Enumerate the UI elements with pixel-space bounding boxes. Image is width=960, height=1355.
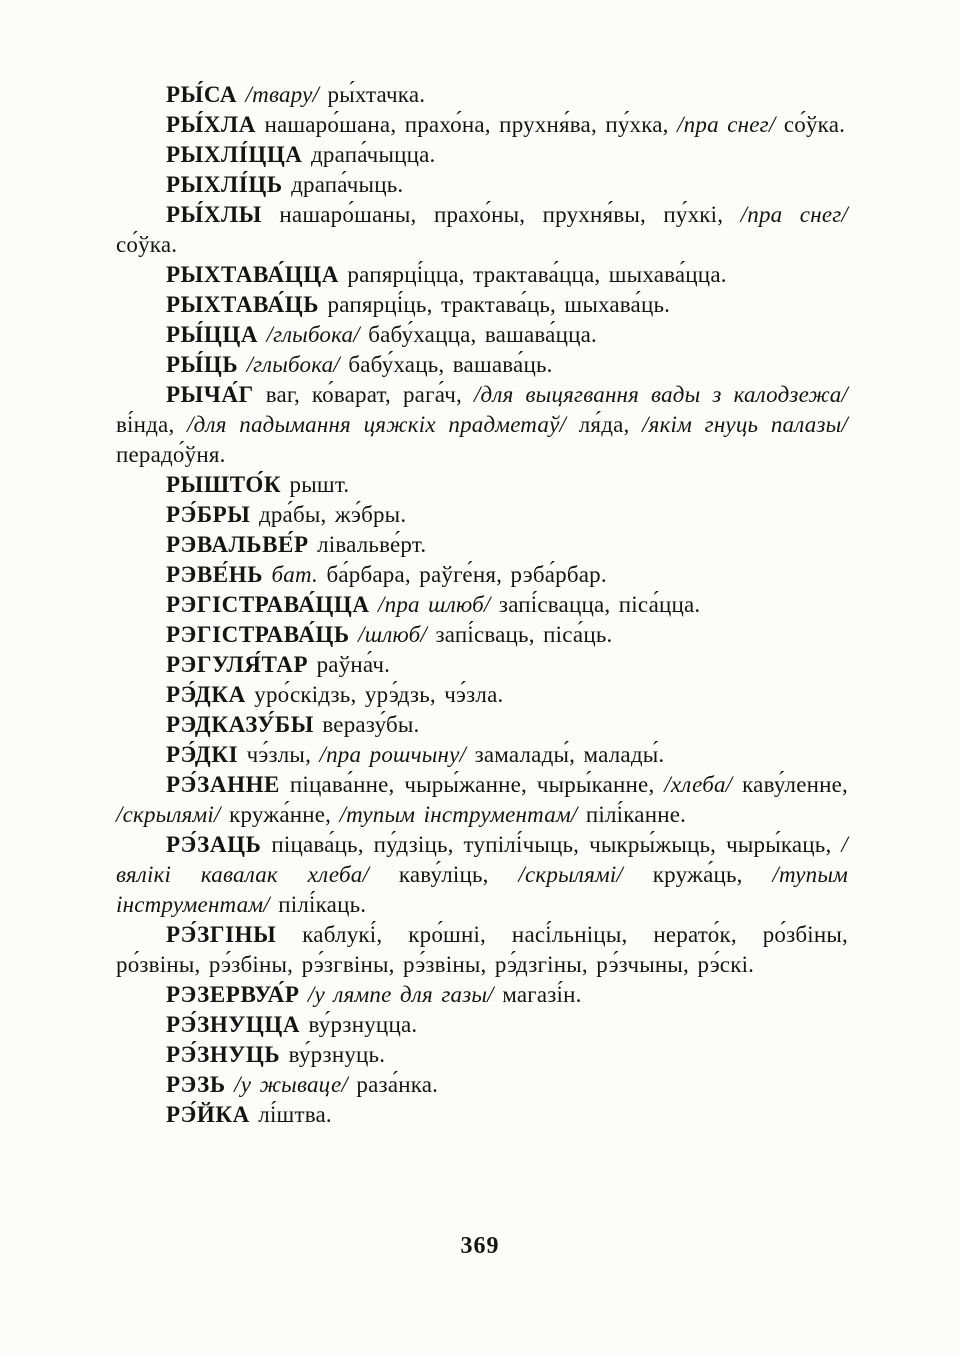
usage-note: /тупым інструментам/ — [116, 862, 848, 917]
headword: РЭ́ЙКА — [166, 1102, 250, 1127]
usage-note: /пра снег/ — [668, 112, 776, 137]
usage-note: /скрылямі/ — [116, 802, 221, 827]
synonyms: запі́сваць, піса́ць. — [427, 622, 613, 647]
synonyms: піцава́нне, чыры́жанне, чыры́канне, — [280, 772, 655, 797]
dictionary-entry — [116, 170, 848, 200]
synonyms: нашаро́шана, прахо́на, прухня́ва, пу́хка, — [256, 112, 669, 137]
synonyms: запі́свацца, піса́цца. — [490, 592, 701, 617]
headword: РЭ́ЗНУЦЦА — [166, 1012, 301, 1037]
synonyms: ля́да, — [566, 412, 630, 437]
synonyms: замалады́, малады́. — [466, 742, 665, 767]
usage-note: /глыбока/ — [258, 322, 360, 347]
synonyms: со́ўка. — [116, 232, 178, 257]
usage-note: /якім гнуць палазы/ — [629, 412, 848, 437]
synonyms: веразу́бы. — [313, 712, 420, 737]
headword: РЫ́ЦЦА — [166, 322, 259, 347]
synonyms: каблукі́, кро́шні, насі́льніцы, нерато́к, ро́збіны, ро́звіны, рэ́збіны, рэ́згвіны, рэ́звіны, рэ́дзгіны, рэ́зчыны, рэ́скі. — [116, 922, 848, 977]
synonyms: магазі́н. — [493, 982, 582, 1007]
headword: РЫ́ХЛА — [166, 112, 256, 137]
headword: РЭ́ДКА — [166, 682, 246, 707]
synonyms: со́ўка. — [775, 112, 846, 137]
usage-note: /пра шлюб/ — [369, 592, 491, 617]
synonyms: драпа́чыць. — [282, 172, 404, 197]
synonyms: ві́нда, — [116, 412, 175, 437]
dictionary-entry — [116, 80, 848, 110]
dictionary-entry — [116, 560, 848, 590]
headword: РЭГІСТРАВА́ЦЦА — [166, 592, 370, 617]
dictionary-entry — [116, 110, 848, 140]
headword: РЫШТО́К — [166, 472, 282, 497]
headword: РЭГУЛЯ́ТАР — [166, 652, 309, 677]
dictionary-entry — [116, 590, 848, 620]
synonyms: піцава́ць, пу́дзіць, тупілі́чыць, чыкры́жыць, чыры́каць, — [261, 832, 832, 857]
dictionary-entry — [116, 1100, 848, 1130]
usage-note: /твару/ — [237, 82, 320, 107]
dictionary-entry — [116, 710, 848, 740]
dictionary-entry — [116, 920, 848, 980]
headword: РЭВАЛЬВЕ́Р — [166, 532, 309, 557]
usage-note: /глыбока/ — [238, 352, 340, 377]
synonyms: кружа́ць, — [623, 862, 743, 887]
dictionary-entry — [116, 830, 848, 920]
dictionary-entry — [116, 740, 848, 770]
synonyms: ба́рбара, раўге́ня, рэба́рбар. — [318, 562, 607, 587]
page-number: 369 — [460, 1233, 500, 1259]
usage-note: /скрылямі/ — [488, 862, 624, 887]
synonyms: бабу́хаць, вашава́ць. — [339, 352, 553, 377]
headword: РЫЧА́Г — [166, 382, 254, 407]
headword: РЭ́ЗАЦЬ — [166, 832, 262, 857]
headword: РЫ́ХЛЫ — [166, 202, 262, 227]
usage-note: /для выцягвання вады з калодзежа/ — [461, 382, 848, 407]
usage-note: /у жываце/ — [225, 1072, 348, 1097]
synonyms: пілі́канне. — [577, 802, 687, 827]
synonyms: каву́ленне, — [732, 772, 848, 797]
headword: РЫ́СА — [166, 82, 238, 107]
synonyms: ву́рзнуцца. — [300, 1012, 418, 1037]
dictionary-entry — [116, 1040, 848, 1070]
headword: РЭВЕ́НЬ — [166, 562, 264, 587]
synonyms: уро́скідзь, урэ́дзь, чэ́зла. — [245, 682, 504, 707]
dictionary-entry — [116, 290, 848, 320]
usage-note: /для падымання цяжкіх прадметаў/ — [174, 412, 567, 437]
dictionary-entry — [116, 980, 848, 1010]
synonyms: дра́бы, жэ́бры. — [250, 502, 407, 527]
synonyms: драпа́чыцца. — [302, 142, 436, 167]
headword: РЭ́БРЫ — [166, 502, 251, 527]
dictionary-entry — [116, 530, 848, 560]
usage-note: /вялікі кавалак хлеба/ — [116, 832, 848, 887]
headword: РЭЗЬ — [166, 1072, 226, 1097]
headword: РЭ́ЗАННЕ — [166, 772, 281, 797]
synonyms: каву́ліць, — [369, 862, 489, 887]
usage-note: /шлюб/ — [349, 622, 428, 647]
headword: РЫХЛІ́ЦЬ — [166, 172, 283, 197]
headword: РЭ́ДКІ — [166, 742, 239, 767]
headword: РЭ́ЗГІНЫ — [166, 922, 277, 947]
headword: РЫ́ЦЬ — [166, 352, 239, 377]
synonyms: нашаро́шаны, прахо́ны, прухня́вы, пу́хкі, — [261, 202, 724, 227]
dictionary-entry — [116, 380, 848, 470]
synonyms: перадо́ўня. — [116, 442, 226, 467]
dictionary-entry — [116, 320, 848, 350]
synonyms: ву́рзнуць. — [280, 1042, 386, 1067]
headword: РЭЗЕРВУА́Р — [166, 982, 300, 1007]
headword: РЫХТАВА́ЦЬ — [166, 292, 320, 317]
usage-note: /у лямпе для газы/ — [299, 982, 494, 1007]
dictionary-entry — [116, 650, 848, 680]
synonyms: чэ́злы, — [238, 742, 312, 767]
synonyms: пілі́каць. — [269, 892, 367, 917]
headword: РЫХЛІ́ЦЦА — [166, 142, 303, 167]
usage-note: /тупым інструментам/ — [331, 802, 578, 827]
synonyms: рапярці́ць, трактава́ць, шыхава́ць. — [319, 292, 671, 317]
dictionary-entry — [116, 350, 848, 380]
synonyms: раўна́ч. — [308, 652, 391, 677]
dictionary-entry — [116, 470, 848, 500]
synonyms: рышт. — [281, 472, 350, 497]
headword: РЭ́ЗНУЦЬ — [166, 1042, 281, 1067]
entries-list — [116, 80, 848, 1130]
dictionary-entry — [116, 1010, 848, 1040]
dictionary-entry — [116, 620, 848, 650]
synonyms: ры́хтачка. — [319, 82, 426, 107]
dictionary-entry — [116, 680, 848, 710]
synonyms: лівальве́рт. — [308, 532, 427, 557]
synonyms: ваг, ко́варат, рага́ч, — [253, 382, 462, 407]
synonyms: рапярці́цца, трактава́цца, шыхава́цца. — [338, 262, 727, 287]
synonyms: кружа́нне, — [220, 802, 332, 827]
dictionary-entry — [116, 140, 848, 170]
headword: РЭДКАЗУ́БЫ — [166, 712, 314, 737]
usage-note: /пра рошчыну/ — [311, 742, 467, 767]
headword: РЭГІСТРАВА́ЦЬ — [166, 622, 350, 647]
synonyms: раза́нка. — [347, 1072, 439, 1097]
dictionary-entry — [116, 770, 848, 830]
dictionary-entry — [116, 500, 848, 530]
dictionary-entry — [116, 260, 848, 290]
usage-note: бат. — [263, 562, 318, 587]
dictionary-entry — [116, 200, 848, 260]
headword: РЫХТАВА́ЦЦА — [166, 262, 339, 287]
usage-note: /хлеба/ — [654, 772, 733, 797]
synonyms: бабу́хацца, вашава́цца. — [359, 322, 597, 347]
usage-note: /пра снег/ — [723, 202, 848, 227]
dictionary-entry — [116, 1070, 848, 1100]
synonyms: лі́штва. — [249, 1102, 332, 1127]
